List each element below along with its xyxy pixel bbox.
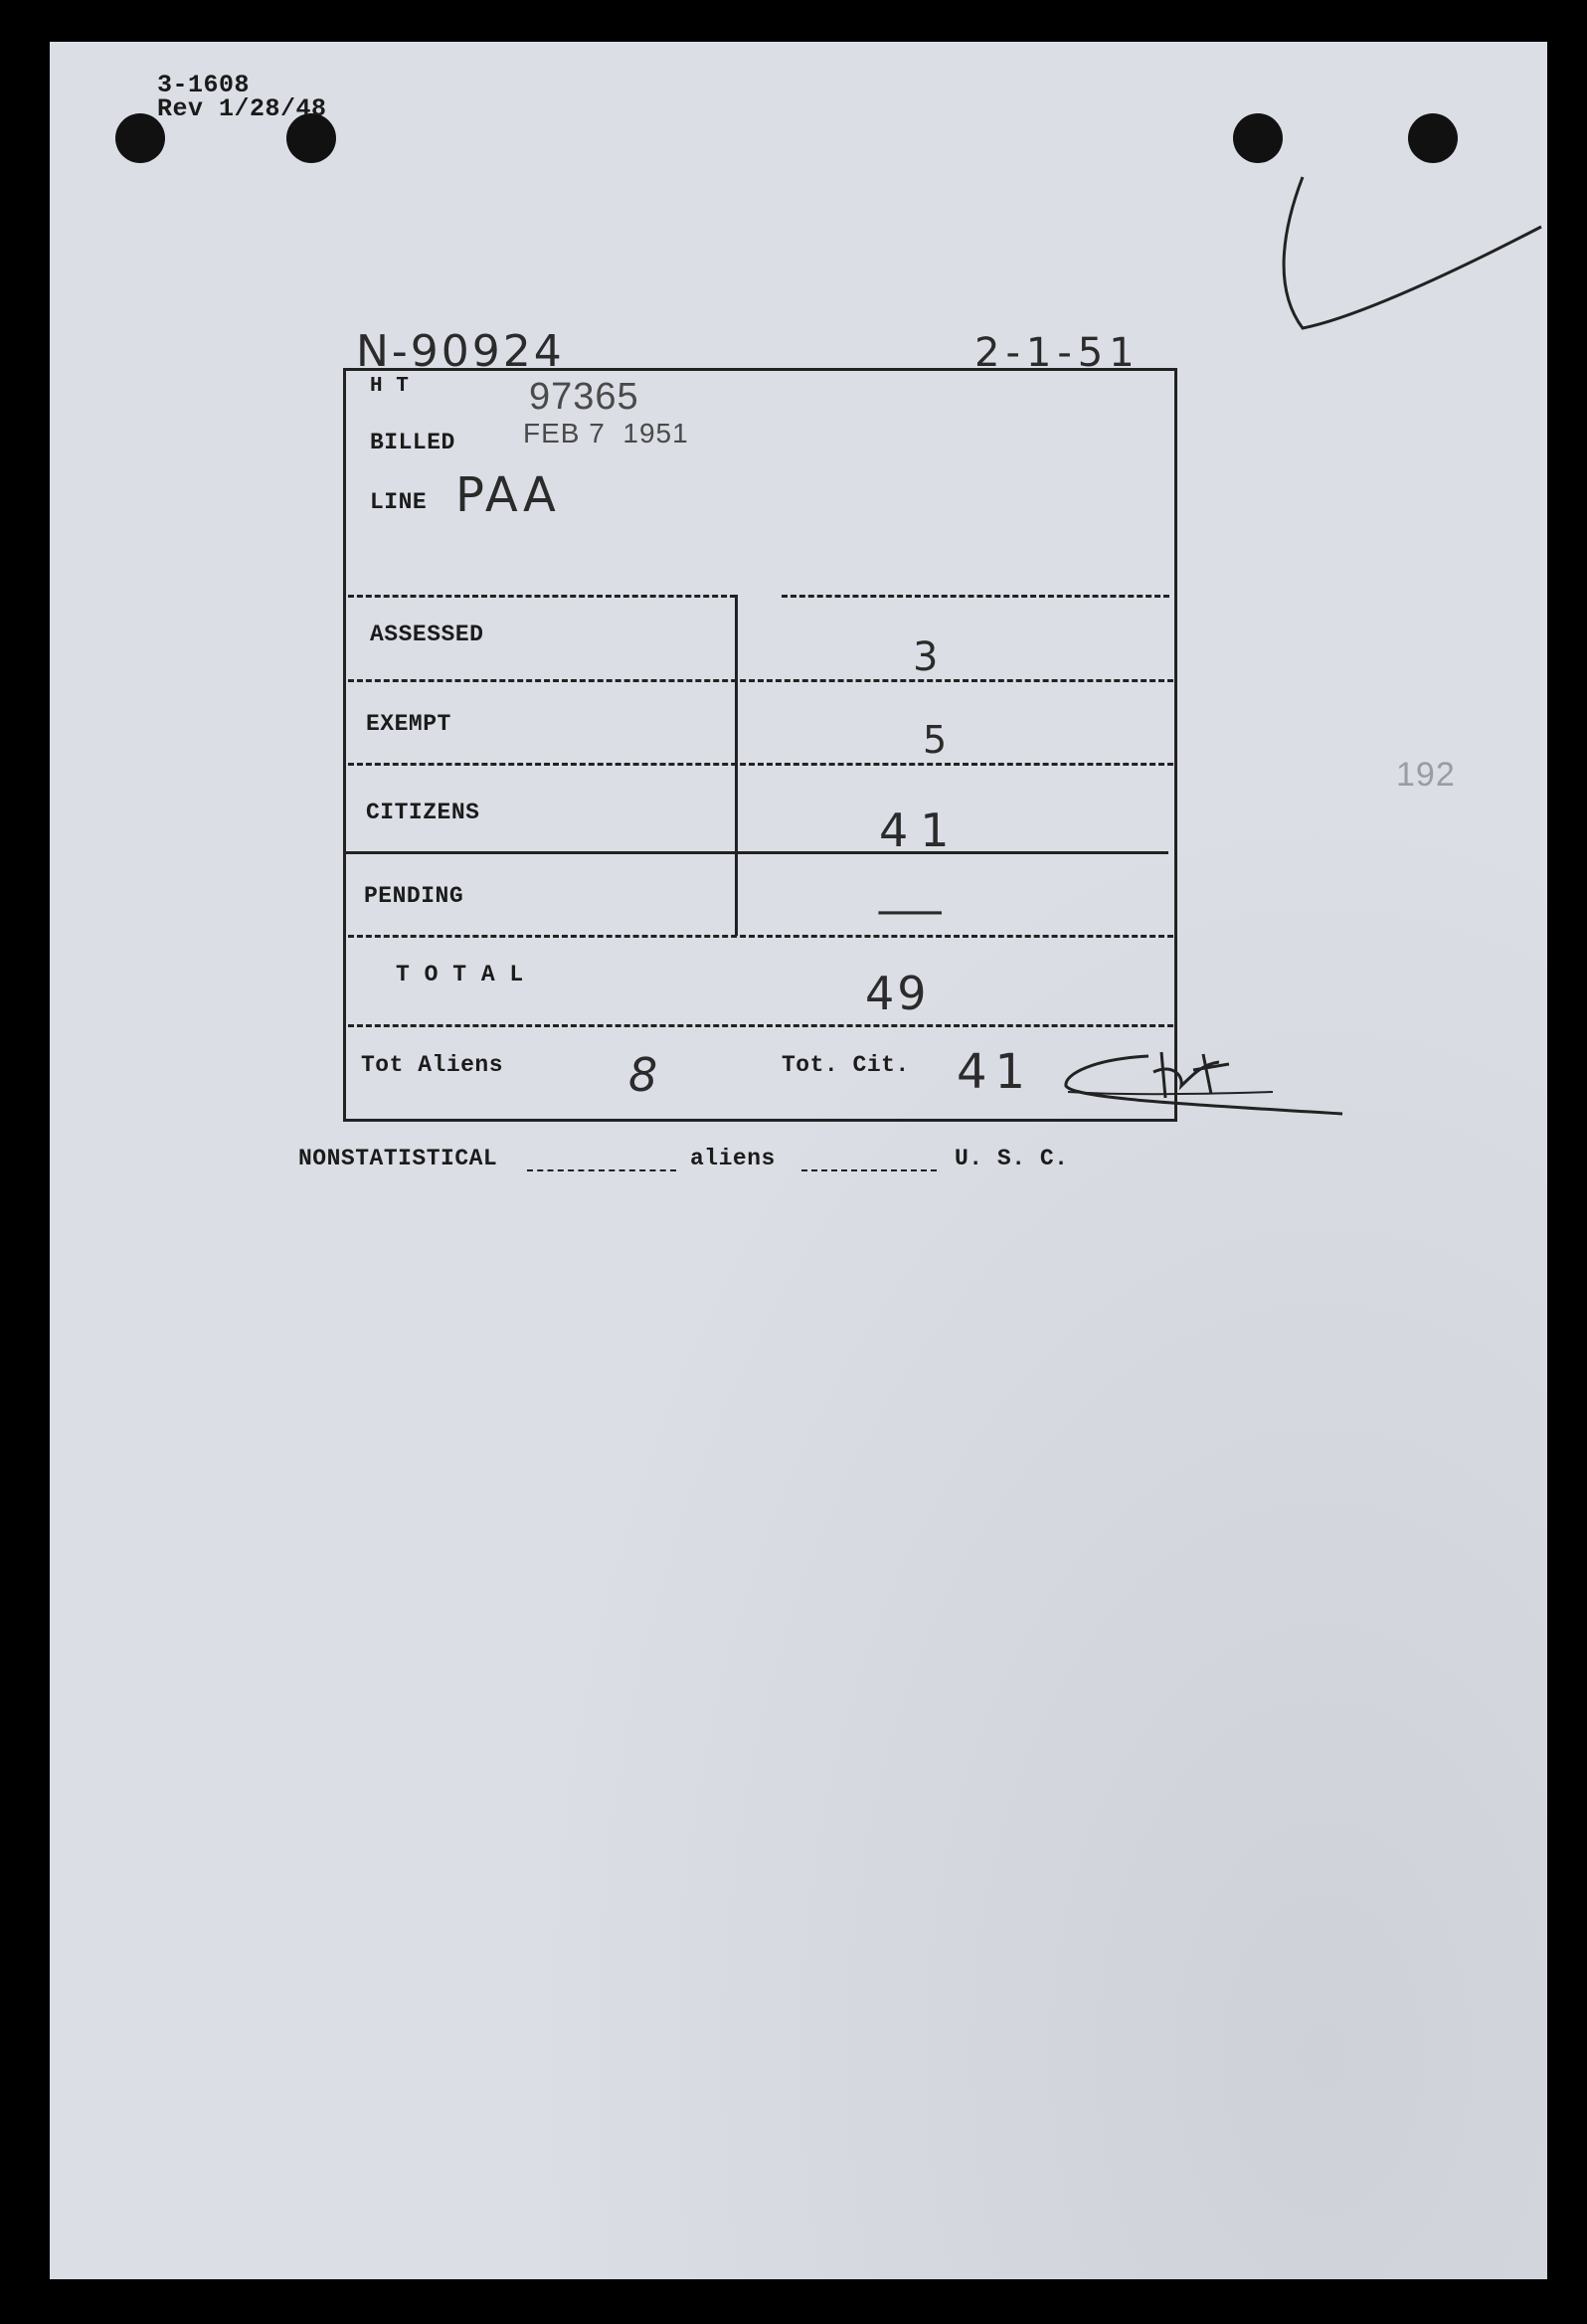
box-left-border <box>343 368 346 1122</box>
nonstatistical-blank <box>527 1169 676 1171</box>
form-number: 3-1608 <box>157 71 251 99</box>
pending-value: — <box>875 885 946 936</box>
page-number: 192 <box>1396 756 1456 794</box>
citizens-value: 41 <box>879 804 962 857</box>
rule-exempt-top <box>348 679 1173 682</box>
billed-value: FEB 7 1951 <box>523 418 689 448</box>
ht-value: 97365 <box>529 376 639 418</box>
exempt-value: 5 <box>923 718 948 762</box>
rule-totals-top <box>348 1024 1173 1027</box>
total-value: 49 <box>865 967 930 1020</box>
box-bottom-border <box>343 1119 1177 1122</box>
rule-assessed-top-left <box>348 595 736 598</box>
assessed-label: ASSESSED <box>370 622 484 647</box>
file-number: N-90924 <box>356 326 565 377</box>
check-mark-icon <box>1263 169 1551 348</box>
rule-pending-top <box>343 851 1168 854</box>
assessed-value: 3 <box>913 634 939 680</box>
box-right-border <box>1174 368 1177 1122</box>
tot-cit-label: Tot. Cit. <box>782 1052 910 1078</box>
initials-signature <box>1054 1034 1352 1134</box>
header-date: 2-1-51 <box>974 330 1141 376</box>
usc-label: U. S. C. <box>955 1146 1069 1171</box>
box-top-border <box>343 368 1177 371</box>
line-label: LINE <box>370 489 428 515</box>
ht-label: H T <box>370 375 410 398</box>
punch-hole <box>1408 113 1458 163</box>
tot-cit-value: 41 <box>957 1044 1034 1100</box>
nonstatistical-label: NONSTATISTICAL <box>298 1146 498 1171</box>
tot-aliens-label: Tot Aliens <box>361 1052 504 1078</box>
rule-assessed-top-right <box>782 595 1169 598</box>
total-label: T O T A L <box>396 962 524 987</box>
aliens-label: aliens <box>690 1146 776 1171</box>
pending-label: PENDING <box>364 883 464 909</box>
rule-citizens-top <box>348 763 1173 766</box>
column-divider <box>735 595 738 936</box>
tot-aliens-value: 8 <box>628 1048 658 1102</box>
line-value: PAA <box>455 467 560 523</box>
form-revision: Rev 1/28/48 <box>157 94 327 123</box>
form-code <box>157 71 327 123</box>
punch-hole <box>1233 113 1283 163</box>
document-page <box>50 42 1547 2279</box>
exempt-label: EXEMPT <box>366 711 451 737</box>
citizens-label: CITIZENS <box>366 800 480 825</box>
billed-label: BILLED <box>370 430 455 455</box>
aliens-blank <box>801 1169 937 1171</box>
rule-total-top <box>348 935 1173 938</box>
